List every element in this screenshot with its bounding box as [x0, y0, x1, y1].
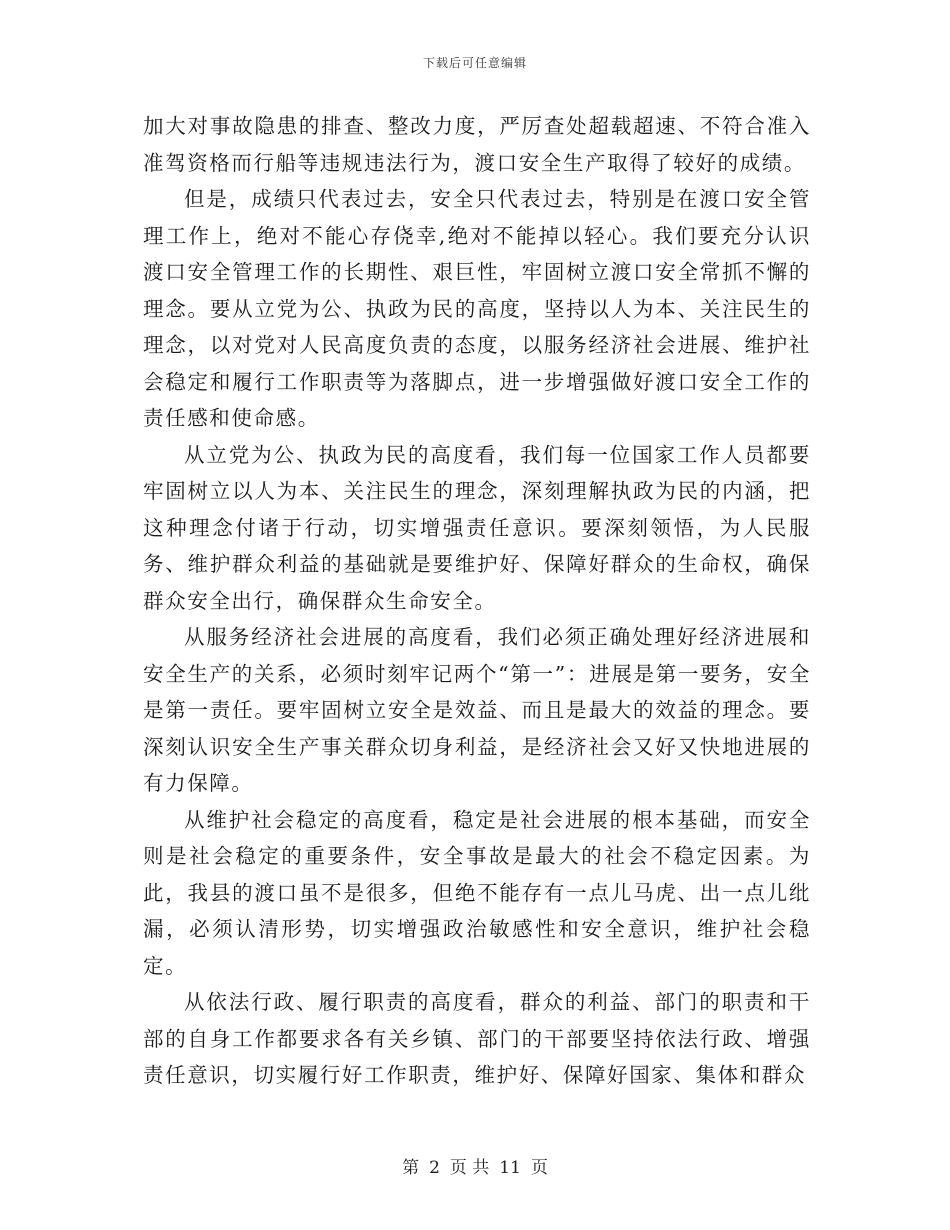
footer-total-pages: 11 [499, 1158, 521, 1178]
document-body [143, 108, 811, 1094]
paragraph-6: 从依法行政、履行职责的高度看，群众的利益、部门的职责和干部的自身工作都要求各有关乡镇、部门的干部要坚持依法行政、增强责任意识，切实履行好工作职责，维护好、保障好国家、集体和群众 [143, 990, 811, 1087]
footer-prefix: 第 [402, 1158, 420, 1178]
footer-suffix: 页 [530, 1158, 548, 1178]
paragraph-2: 但是，成绩只代表过去，安全只代表过去，特别是在渡口安全管理工作上，绝对不能心存侥幸,绝对不能掉以轻心。我们要充分认识渡口安全管理工作的长期性、艰巨性，牢固树立渡口安全常抓不懈的理念。要从立党为公、执政为民的高度，坚持以人为本、关注民生的理念，以对党对人民高度负责的态度，以服务经济社会进展、维护社会稳定和履行工作职责等为落脚点，进一步增强做好渡口安全工作的责任感和使命感。 [143, 187, 811, 430]
footer-middle: 页 共 [449, 1158, 490, 1178]
page-footer [0, 1153, 950, 1178]
footer-current-page: 2 [429, 1158, 440, 1178]
paragraph-4: 从服务经济社会进展的高度看，我们必须正确处理好经济进展和安全生产的关系，必须时刻牢记两个“第一”：进展是第一要务，安全是第一责任。要牢固树立安全是效益、而且是最大的效益的理念。要深刻认识安全生产事关群众切身利益，是经济社会又好又快地进展的有力保障。 [143, 625, 811, 795]
page-header: 下载后可任意编辑 [422, 56, 527, 70]
paragraph-5: 从维护社会稳定的高度看，稳定是社会进展的根本基础，而安全则是社会稳定的重要条件，安全事故是最大的社会不稳定因素。为此，我县的渡口虽不是很多，但绝不能存有一点儿马虎、出一点儿纰漏，必须认清形势，切实增强政治敏感性和安全意识，维护社会稳定。 [143, 807, 811, 978]
paragraph-1: 加大对事故隐患的排查、整改力度，严厉查处超载超速、不符合准入准驾资格而行船等违规违法行为，渡口安全生产取得了较好的成绩。 [143, 114, 811, 175]
paragraph-3: 从立党为公、执政为民的高度看，我们每一位国家工作人员都要牢固树立以人为本、关注民生的理念，深刻理解执政为民的内涵，把这种理念付诸于行动，切实增强责任意识。要深刻领悟，为人民服务、维护群众利益的基础就是要维护好、保障好群众的生命权，确保群众安全出行，确保群众生命安全。 [143, 442, 811, 613]
